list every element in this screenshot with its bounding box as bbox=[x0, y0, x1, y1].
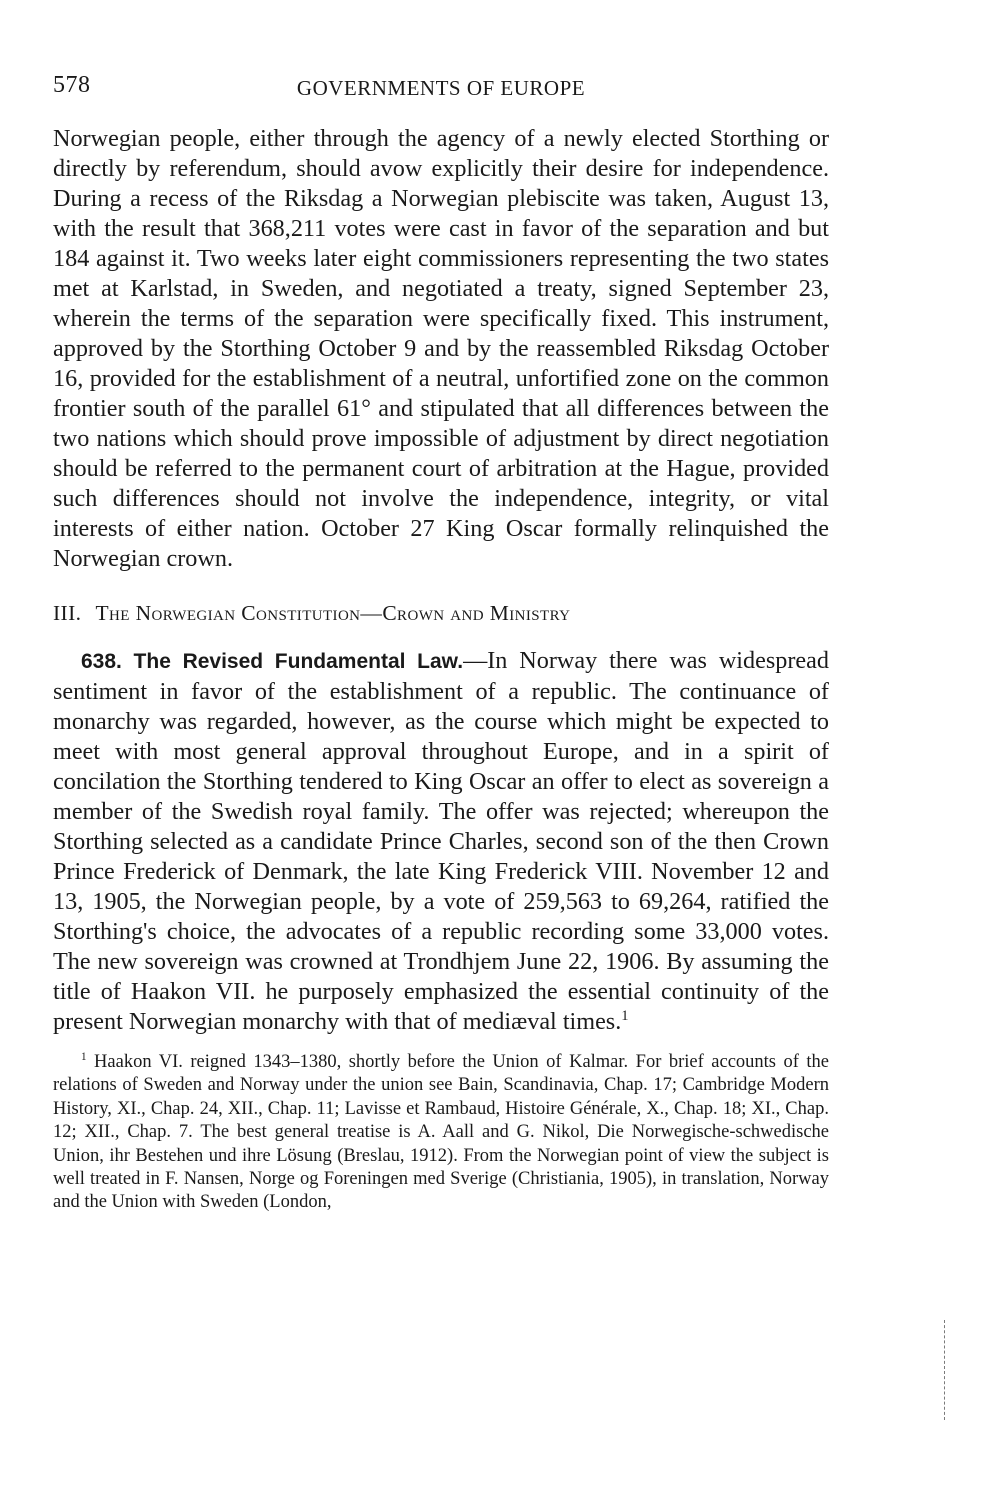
footnote-marker: 1 bbox=[81, 1050, 87, 1063]
running-title: GOVERNMENTS OF EUROPE bbox=[296, 76, 586, 100]
footnote bbox=[53, 1051, 829, 1215]
section-numeral: III. bbox=[53, 601, 82, 625]
page-number: 578 bbox=[53, 72, 91, 98]
scan-gutter-mark bbox=[944, 1320, 947, 1420]
book-page bbox=[53, 68, 829, 1233]
section-title: The Norwegian Constitution—Crown and Ministry bbox=[95, 601, 571, 625]
footnote-reference: 1 bbox=[621, 1007, 629, 1024]
body-paragraph-section-638 bbox=[53, 646, 829, 1037]
section-heading bbox=[53, 601, 829, 626]
body-paragraph-continuation: Norwegian people, either through the agency of a newly elected Storthing or directly by referendum, should avow explicitly their desire for independence. During a recess of the Riksdag a Norwegian plebiscite was taken, August 13, with the result that 368,211 votes were cast in favor of the separation and but 184 against it. Two weeks later eight commissioners representing the two states met at Karlstad, in Sweden, and negotiated a treaty, signed September 23, wherein the terms of the separation were specifically fixed. This instrument, approved by the Storthing October 9 and by the reassembled Riksdag October 16, provided for the establishment of a neutral, unfortified zone on the common frontier south of the parallel 61° and stipulated that all differences between the two nations which should prove impossible of adjustment by direct negotiation should be referred to the permanent court of arbitration at the Hague, provided such differences should not involve the independence, integrity, or vital interests of either nation. October 27 King Oscar formally relinquished the Norwegian crown. bbox=[53, 125, 829, 572]
paragraph-lead-heading: 638. The Revised Fundamental Law. bbox=[81, 650, 464, 673]
paragraph-body-text: —In Norway there was widespread sentiment in favor of the establishment of a republic. The continuance of monarchy was regarded, however, as the course which might be expected to meet with most general approval throughout Europe, and in a spirit of concilation the Storthing tendered to King Oscar an offer to elect as sovereign a member of the Swedish royal family. The offer was rejected; whereupon the Storthing selected as a candidate Prince Charles, second son of the then Crown Prince Frederick of Denmark, the late King Frederick VIII. November 12 and 13, 1905, the Norwegian people, by a vote of 259,563 to 69,264, ratified the Storthing's choice, the advocates of a republic recording some 33,000 votes. The new sovereign was crowned at Trondhjem June 22, 1906. By assuming the title of Haakon VII. he purposely emphasized the essential continuity of the present Norwegian monarchy with that of mediæval times. bbox=[53, 647, 829, 1035]
running-head bbox=[53, 68, 829, 104]
footnote-text: Haakon VI. reigned 1343–1380, shortly before the Union of Kalmar. For brief accounts of the relations of Sweden and Norway under the union see Bain, Scandinavia, Chap. 17; Cambridge Modern History, XI., Chap. 24, XII., Chap. 11; Lavisse et Rambaud, Histoire Générale, X., Chap. 18; XI., Chap. 12; XII., Chap. 7. The best general treatise is A. Aall and G. Nikol, Die Norwegische-schwedische Union, ihr Bestehen und ihre Lösung (Breslau, 1912). From the Norwegian point of view the subject is well treated in F. Nansen, Norge og Foreningen med Sverige (Christiania, 1905), in translation, Norway and the Union with Sweden (London, bbox=[53, 1052, 829, 1213]
